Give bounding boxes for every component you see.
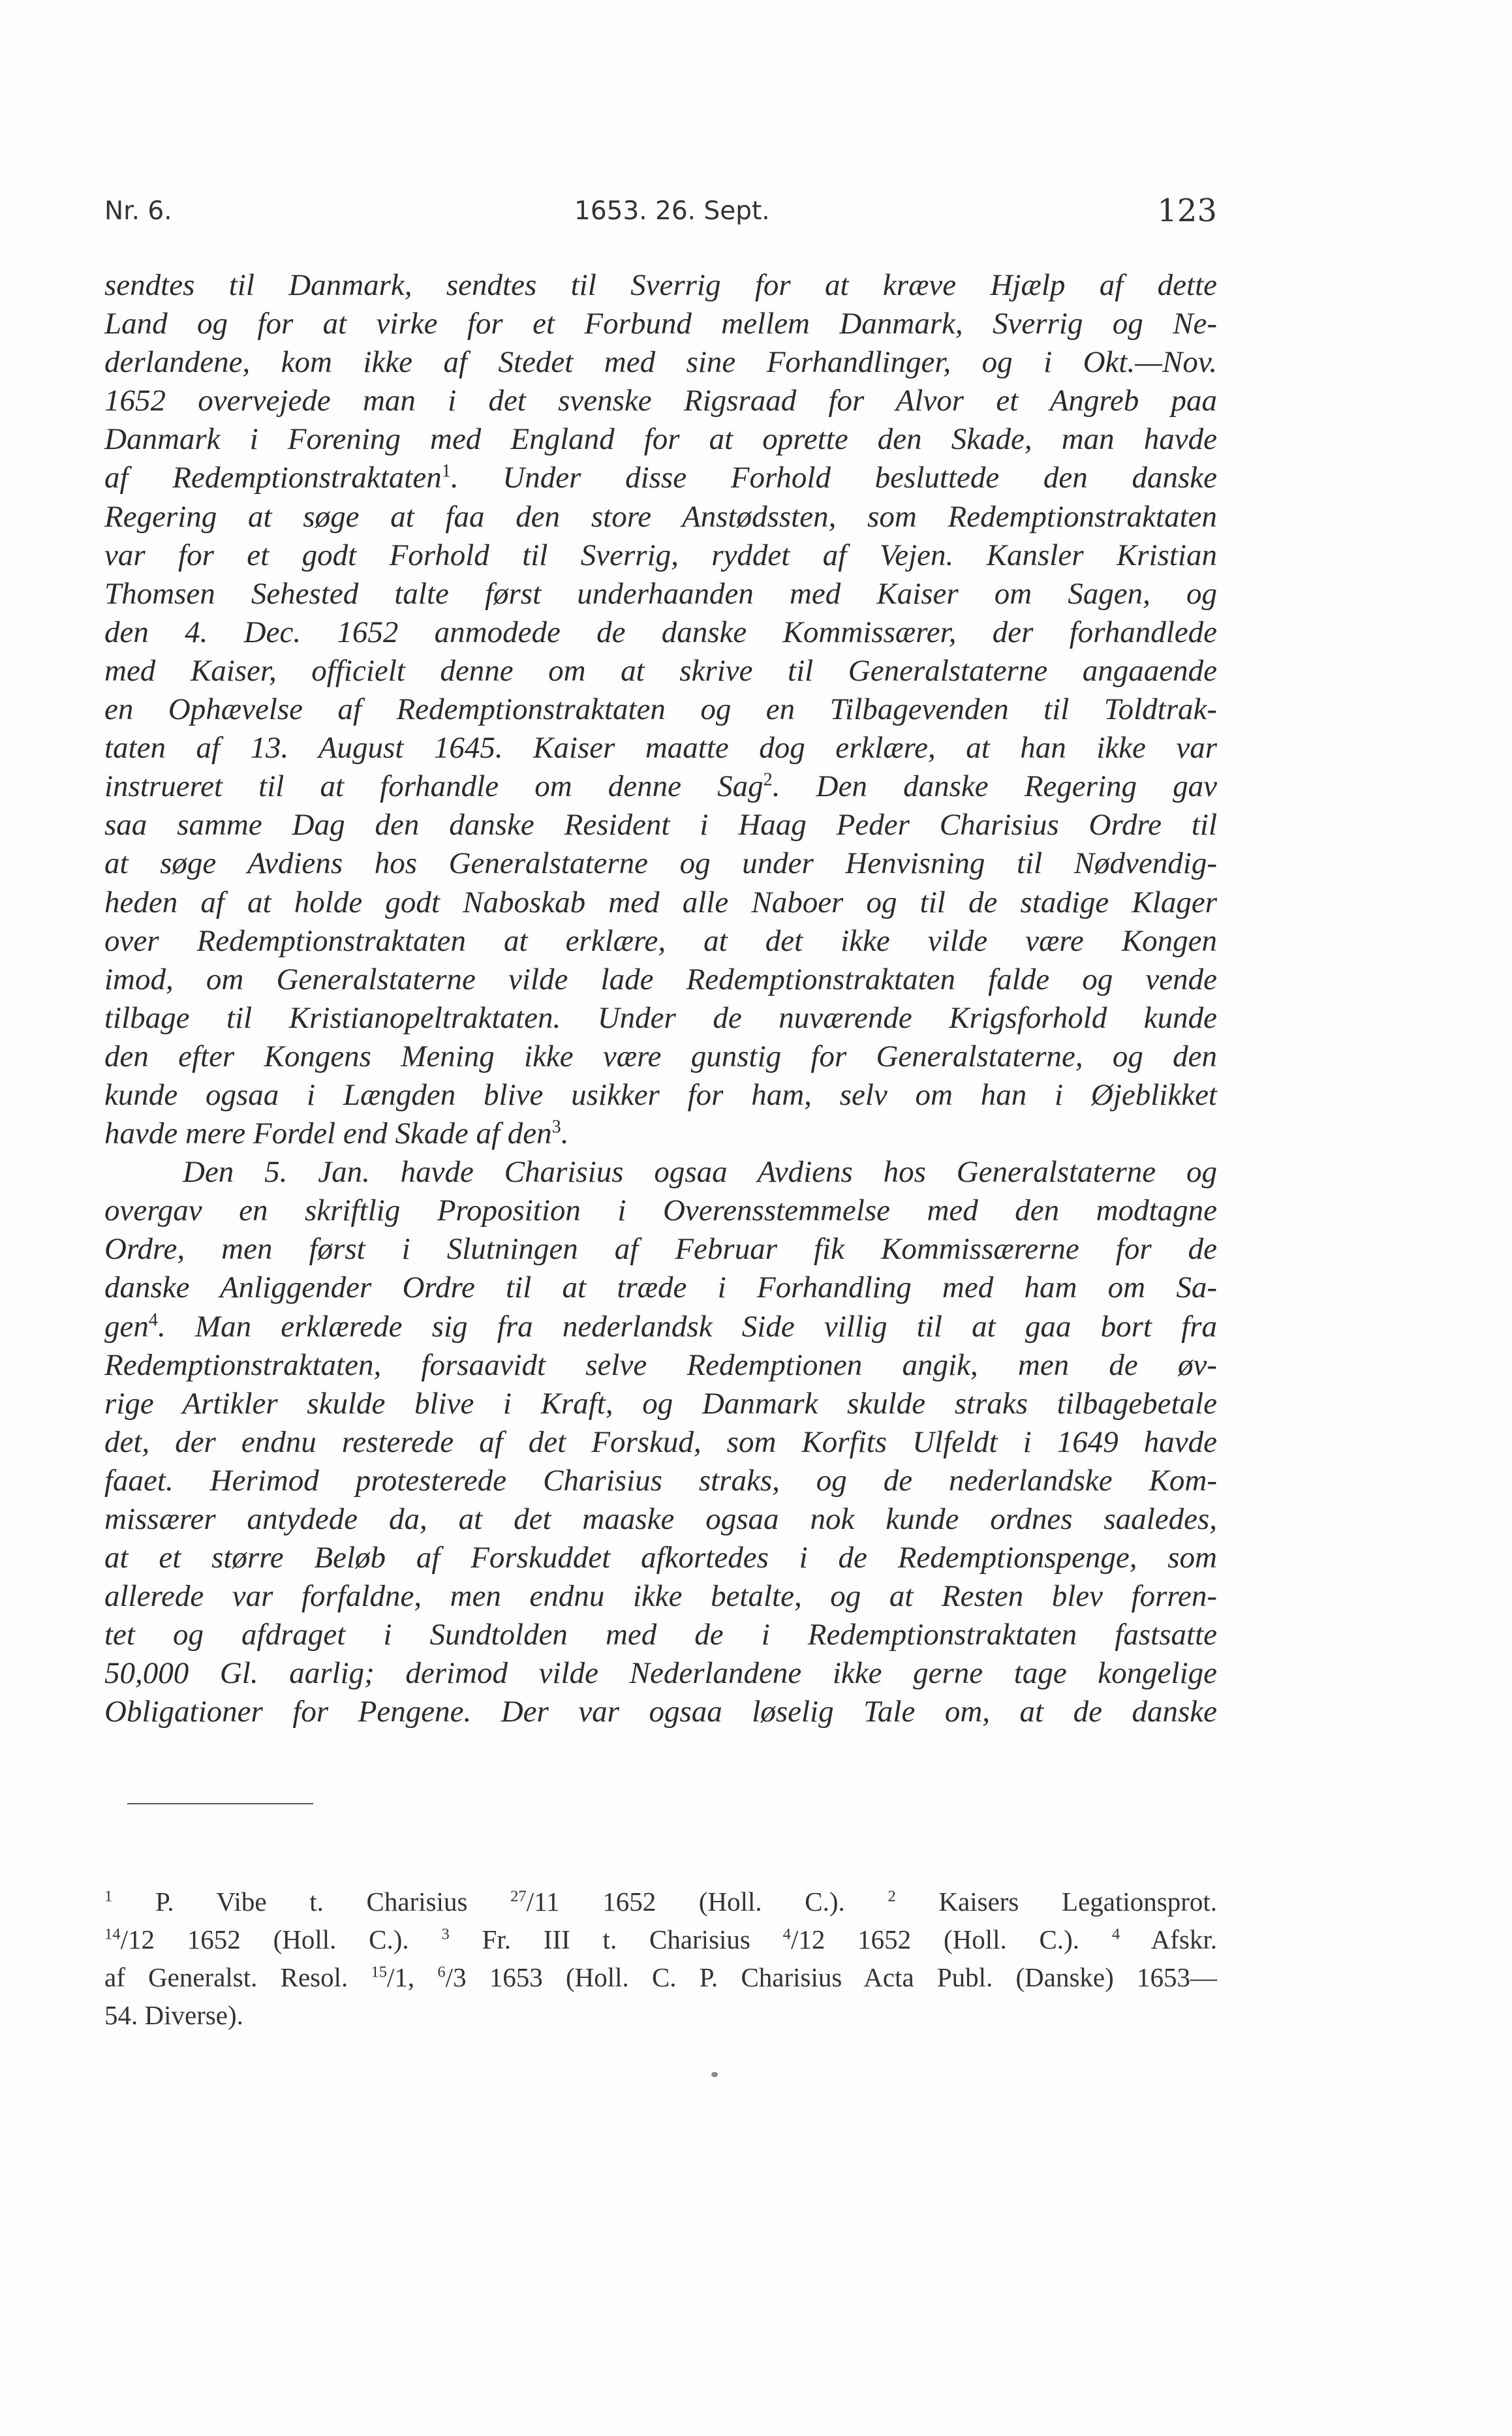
body-line-text: havde mere Fordel end Skade af den xyxy=(104,1117,552,1151)
footnote-2-text: Kaisers Legationsprot. xyxy=(938,1887,1218,1917)
body-line-text: at søge Avdiens hos Generalstaterne og under Henvisning til Nødvendig- xyxy=(104,846,1217,881)
body-line-text: over Redemptionstraktaten at erklære, at det ikke vilde være Kongen xyxy=(104,923,1217,958)
footnote-3-date-sup: 4 xyxy=(782,1925,791,1943)
header-number: Nr. 6. xyxy=(104,196,172,226)
header-date: 1653. 26. Sept. xyxy=(574,196,770,226)
body-line-text: Redemptionstraktaten, forsaavidt selve Redemptionen angik, men de øv- xyxy=(104,1348,1217,1382)
body-line xyxy=(104,1115,1217,1153)
body-line xyxy=(104,1616,1217,1654)
body-line xyxy=(104,1230,1217,1269)
body-line-text: overgav en skriftlig Proposition i Overensstemmelse med den modtagne xyxy=(104,1194,1217,1228)
body-line-text: . xyxy=(561,1117,569,1151)
body-line-text: faaet. Herimod protesterede Charisius straks, og de nederlandske Kom- xyxy=(104,1463,1217,1498)
body-line-text: . Under disse Forhold besluttede den danske xyxy=(450,461,1217,495)
footnote-1-date: /11 1652 (Holl. C.). xyxy=(526,1887,845,1917)
footnote-reference: 4 xyxy=(148,1309,158,1330)
body-line xyxy=(104,459,1217,497)
body-line-text: saa samme Dag den danske Resident i Haag Peder Charisius Ordre til xyxy=(104,808,1217,842)
body-line xyxy=(104,575,1217,613)
footnote-1 xyxy=(104,1887,845,1917)
footnote-2 xyxy=(887,1887,1217,1917)
body-line-text: derlandene, kom ikke af Stedet med sine Forhandlinger, og i Okt.—Nov. xyxy=(104,345,1217,380)
body-line-text: allerede var forfaldne, men endnu ikke betalte, og at Resten blev forren- xyxy=(104,1579,1217,1614)
body-line xyxy=(104,1500,1217,1539)
footnote-4-text-b: /1, xyxy=(387,1962,438,1992)
body-line xyxy=(104,1577,1217,1616)
body-line-text: instrueret til at forhandle om denne Sag xyxy=(104,769,764,804)
body-line xyxy=(104,498,1217,536)
body-line xyxy=(104,999,1217,1038)
body-line-text: 50,000 Gl. aarlig; derimod vilde Nederlandene ikke gerne tage kongelige xyxy=(104,1656,1217,1691)
body-line xyxy=(104,536,1217,575)
body-line xyxy=(104,305,1217,343)
body-line-text: Ordre, men først i Slutningen af Februar fik Kommissærerne for de xyxy=(104,1232,1217,1267)
body-line xyxy=(104,922,1217,961)
body-line xyxy=(104,1192,1217,1230)
footnote-4 xyxy=(1112,1924,1217,1954)
running-header xyxy=(104,193,1217,232)
footnote-4-text-a: af Generalst. Resol. xyxy=(104,1962,371,1992)
footnote-4-sup-2: 6 xyxy=(437,1963,446,1981)
body-line xyxy=(104,1693,1217,1731)
body-line xyxy=(104,420,1217,459)
body-line-text: taten af 13. August 1645. Kaiser maatte dog erklære, at han ikke var xyxy=(104,731,1217,765)
body-text xyxy=(104,266,1217,1732)
footnote-1-mark: 1 xyxy=(104,1887,113,1905)
body-line-text: gen xyxy=(104,1309,149,1344)
body-line-text: den efter Kongens Mening ikke være gunstig for Generalstaterne, og den xyxy=(104,1039,1217,1073)
footnote-3-text: Fr. III t. Charisius xyxy=(482,1924,783,1954)
body-line xyxy=(104,884,1217,922)
body-line-text: danske Anliggender Ordre til at træde i Forhandling med ham om Sa- xyxy=(104,1271,1217,1305)
body-line xyxy=(104,961,1217,999)
body-line-text: en Ophævelse af Redemptionstraktaten og en Tilbagevenden til Toldtrak- xyxy=(104,692,1217,727)
body-line-text: missærer antydede da, at det maaske ogsaa nok kunde ordnes saaledes, xyxy=(104,1502,1217,1536)
footnote-4-text: Afskr. xyxy=(1150,1924,1218,1954)
body-line xyxy=(104,1423,1217,1462)
body-line-text: den 4. Dec. 1652 anmodede de danske Kommissærer, der forhandlede xyxy=(104,615,1217,649)
body-line-text: tilbage til Kristianopeltraktaten. Under de nuværende Krigsforhold kunde xyxy=(104,1000,1217,1035)
body-line xyxy=(104,1654,1217,1693)
body-line xyxy=(104,1539,1217,1577)
body-line-text: Danmark i Forening med England for at oprette den Skade, man havde xyxy=(104,422,1217,457)
footnote-3-mark: 3 xyxy=(441,1925,450,1943)
body-line-text: var for et godt Forhold til Sverrig, ryddet af Vejen. Kansler Kristian xyxy=(104,538,1217,572)
body-line-text: at et større Beløb af Forskuddet afkortedes i de Redemptionspenge, som xyxy=(104,1541,1217,1575)
body-line-text: af Redemptionstraktaten xyxy=(104,461,442,495)
body-line xyxy=(104,613,1217,652)
footnote-reference: 1 xyxy=(441,461,451,482)
body-line xyxy=(104,844,1217,883)
body-line-text: . Den danske Regering gav xyxy=(772,769,1217,804)
body-line-text: med Kaiser, officielt denne om at skrive til Generalstaterne angaaende xyxy=(104,653,1217,688)
footnote-line-4: 54. Diverse). xyxy=(104,2000,243,2030)
body-line xyxy=(104,1038,1217,1076)
footnote-2-mark: 2 xyxy=(887,1887,896,1905)
body-line xyxy=(104,690,1217,729)
body-line xyxy=(104,1346,1217,1385)
footnote-3 xyxy=(441,1924,1079,1954)
footnote-4-sup-1: 15 xyxy=(371,1963,388,1981)
body-line xyxy=(104,343,1217,382)
footnote-reference: 3 xyxy=(551,1117,561,1137)
body-line-text: Regering at søge at faa den store Anstødssten, som Redemptionstraktaten xyxy=(104,499,1217,534)
footnote-4-mark: 4 xyxy=(1111,1925,1120,1943)
body-line-text: kunde ogsaa i Længden blive usikker for ham, selv om han i Øjeblikket xyxy=(104,1077,1217,1112)
body-line-text: . Man erklærede sig fra nederlandsk Side villig til at gaa bort fra xyxy=(157,1309,1217,1344)
body-line xyxy=(104,382,1217,420)
footnote-reference: 2 xyxy=(763,769,773,790)
body-line-text: rige Artikler skulde blive i Kraft, og Danmark skulde straks tilbagebetale xyxy=(104,1386,1217,1421)
footnote-4-text-c: /3 1653 (Holl. C. P. Charisius Acta Publ. (Danske) 1653— xyxy=(445,1962,1217,1992)
body-line xyxy=(104,1153,1217,1192)
body-line xyxy=(104,1385,1217,1423)
body-line xyxy=(104,1462,1217,1500)
footnote-1-date-sup: 27 xyxy=(510,1887,527,1905)
footnote-line-3 xyxy=(104,1958,1217,1996)
body-line xyxy=(104,652,1217,690)
body-line-text: heden af at holde godt Naboskab med alle Naboer og til de stadige Klager xyxy=(104,885,1217,919)
body-line xyxy=(104,806,1217,844)
footnote-line-1 xyxy=(104,1883,1217,1920)
body-line xyxy=(104,1308,1217,1346)
footnote-3-date: /12 1652 (Holl. C.). xyxy=(790,1924,1080,1954)
body-line-text: imod, om Generalstaterne vilde lade Redemptionstraktaten falde og vende xyxy=(104,962,1217,996)
body-line-text: sendtes til Danmark, sendtes til Sverrig for at kræve Hjælp af dette xyxy=(104,268,1217,302)
body-line-text: Land og for at virke for et Forbund mellem Danmark, Sverrig og Ne- xyxy=(104,307,1217,341)
body-line xyxy=(104,767,1217,806)
footnote-1-text: P. Vibe t. Charisius xyxy=(155,1887,511,1917)
footnote-divider xyxy=(127,1803,313,1804)
body-line-text: det, der endnu resterede af det Forskud, som Korfits Ulfeldt i 1649 havde xyxy=(104,1425,1217,1459)
body-line xyxy=(104,1076,1217,1115)
body-line xyxy=(104,266,1217,305)
footnotes xyxy=(104,1883,1217,2034)
page-number: 123 xyxy=(1157,193,1217,229)
footnote-2-date: /12 1652 (Holl. C.). xyxy=(120,1924,409,1954)
print-speck xyxy=(711,2072,718,2077)
footnote-2-date-sup: 14 xyxy=(104,1925,121,1943)
body-line xyxy=(104,729,1217,767)
body-line xyxy=(104,1269,1217,1307)
body-line-text: tet og afdraget i Sundtolden med de i Redemptionstraktaten fastsatte xyxy=(104,1618,1217,1652)
body-line-text: 1652 overvejede man i det svenske Rigsraad for Alvor et Angreb paa xyxy=(104,384,1217,418)
body-line-text: Den 5. Jan. havde Charisius ogsaa Avdiens hos Generalstaterne og xyxy=(183,1155,1217,1190)
body-line-text: Thomsen Sehested talte først underhaanden med Kaiser om Sagen, og xyxy=(104,576,1217,611)
footnote-2-cont xyxy=(104,1924,409,1954)
body-line-text: Obligationer for Pengene. Der var ogsaa løselig Tale om, at de danske xyxy=(104,1695,1217,1729)
footnote-line-2 xyxy=(104,1920,1217,1958)
